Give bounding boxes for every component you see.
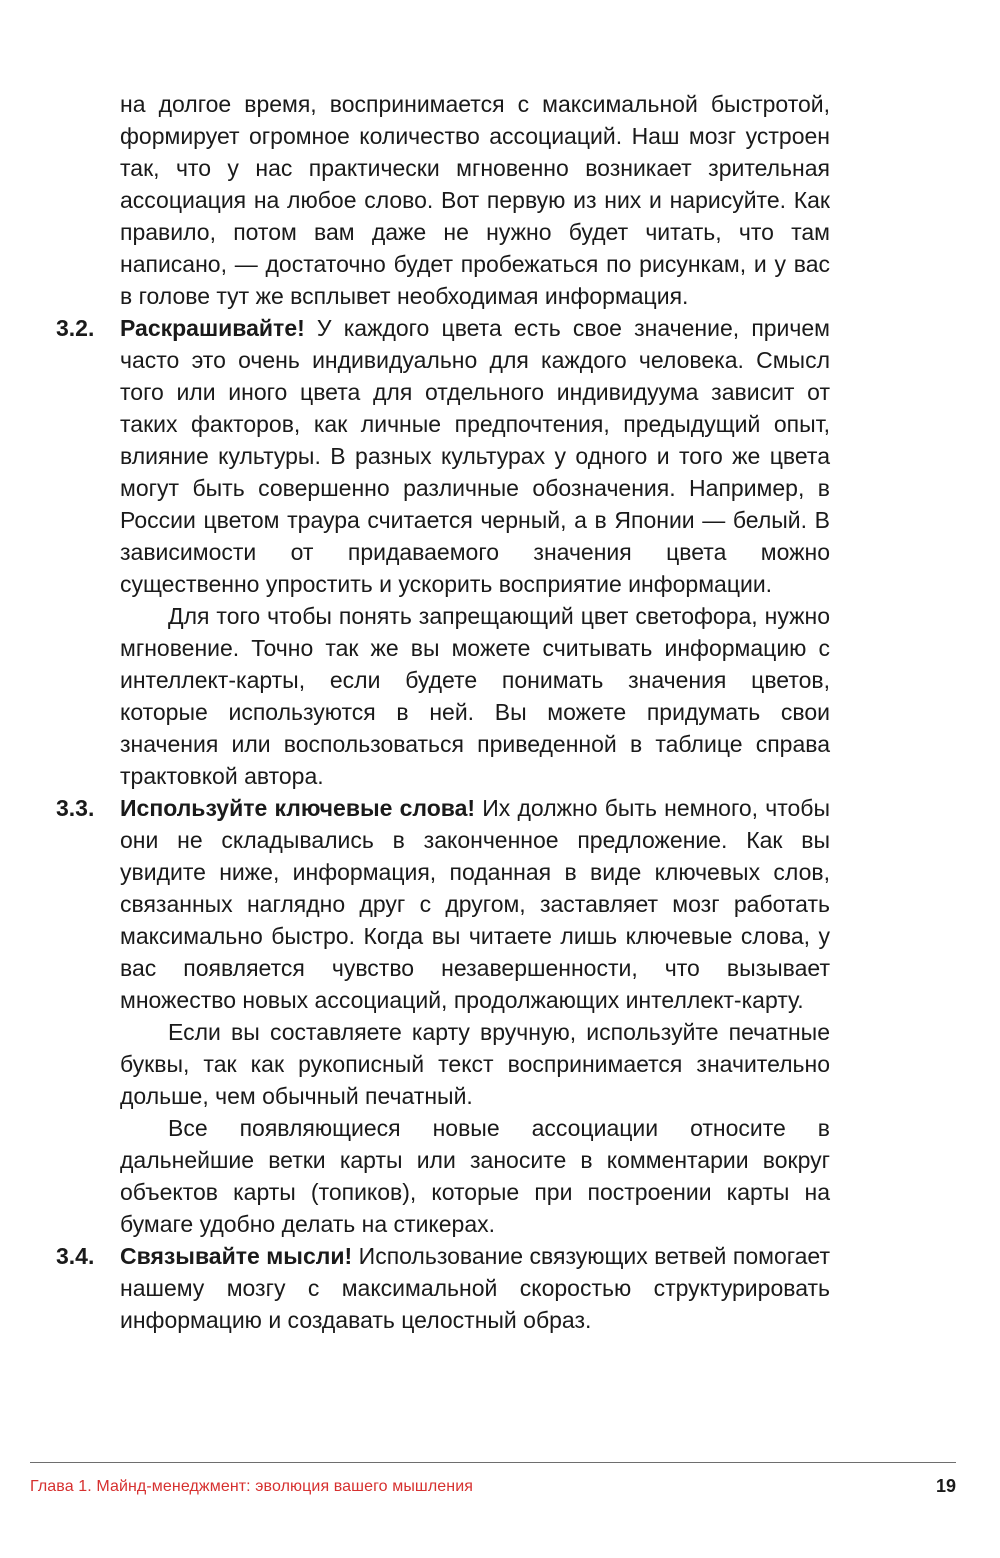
page-body	[56, 88, 830, 1336]
item-paragraph	[120, 792, 830, 1016]
item-heading: Используйте ключевые слова!	[120, 795, 476, 821]
item-text: Использование связующих ветвей помогает нашему мозгу с максимальной скоростью структурировать информацию и создавать целостный образ.	[120, 1243, 830, 1333]
item-paragraph	[120, 312, 830, 600]
item-extra-paragraph: Если вы составляете карту вручную, используйте печатные буквы, так как рукописный текст воспринимается значительно дольше, чем обычный печатный.	[120, 1019, 830, 1109]
intro-paragraph: на долгое время, воспринимается с максимальной быстротой, формирует огромное количество ассоциаций. Наш мозг устроен так, что у нас практически мгновенно возникает зрительная ассоциация на любое слово. Вот первую из них и нарисуйте. Как правило, потом вам даже не нужно будет читать, что там написано, — достаточно будет пробежаться по рисункам, и у вас в голове тут же всплывет необходимая информация.	[120, 91, 830, 309]
footer-chapter-title: Глава 1. Майнд-менеджмент: эволюция вашего мышления	[30, 1478, 474, 1495]
item-number: 3.2.	[56, 315, 95, 341]
item-extra-paragraph: Все появляющиеся новые ассоциации относите в дальнейшие ветки карты или заносите в комментарии вокруг объектов карты (топиков), которые при построении карты на бумаге удобно делать на стикерах.	[120, 1115, 830, 1237]
item-number: 3.3.	[56, 795, 95, 821]
item-extra-paragraph: Для того чтобы понять запрещающий цвет светофора, нужно мгновение. Точно так же вы можете считывать информацию с интеллект-карты, если будете понимать значения цветов, которые используются в ней. Вы можете придумать свои значения или воспользоваться приведенной в таблице справа трактовкой автора.	[120, 603, 830, 789]
list-item-3-3	[56, 792, 830, 1240]
item-number: 3.4.	[56, 1243, 95, 1269]
item-text: У каждого цвета есть свое значение, причем часто это очень индивидуально для каждого человека. Смысл того или иного цвета для отдельного индивидуума зависит от таких факторов, как личные предпочтения, предыдущий опыт, влияние культуры. В разных культурах у одного и того же цвета могут быть совершенно различные обозначения. Например, в России цветом траура считается черный, а в Японии — белый. В зависимости от придаваемого значения цвета можно существенно упростить и ускорить восприятие информации.	[120, 315, 830, 597]
item-heading: Раскрашивайте!	[120, 315, 305, 341]
list-item-3-2	[56, 312, 830, 792]
list-item-3-4	[56, 1240, 830, 1336]
item-paragraph	[120, 1240, 830, 1336]
page-number: 19	[935, 1476, 956, 1496]
item-text: Их должно быть немного, чтобы они не складывались в законченное предложение. Как вы увидите ниже, информация, поданная в виде ключевых слов, связанных наглядно друг с другом, заставляет мозг работать максимально быстро. Когда вы читаете лишь ключевые слова, у вас появляется чувство незавершенности, что вызывает множество новых ассоциаций, продолжающих интеллект-карту.	[120, 795, 830, 1013]
footer-divider	[30, 1462, 956, 1463]
item-heading: Связывайте мысли!	[120, 1243, 353, 1269]
